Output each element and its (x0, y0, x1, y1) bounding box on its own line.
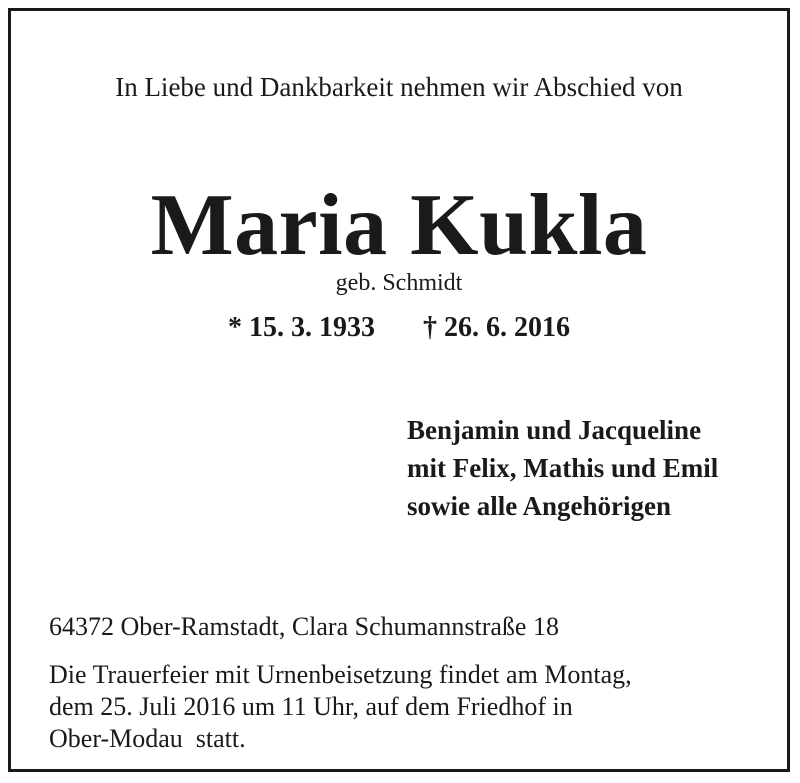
deceased-name: Maria Kukla (150, 177, 648, 274)
ceremony-info (49, 659, 632, 755)
maiden-name: geb. Schmidt (335, 270, 463, 296)
intro-line: In Liebe und Dankbarkeit nehmen wir Abschied von (115, 72, 683, 102)
ceremony-line: Die Trauerfeier mit Urnenbeisetzung findet am Montag, (49, 660, 632, 689)
mourners-block (407, 411, 718, 525)
birth-date: * 15. 3. 1933 (228, 312, 375, 343)
death-date: † 26. 6. 2016 (423, 312, 570, 343)
mourners-line: Benjamin und Jacqueline (407, 415, 702, 445)
ceremony-line: dem 25. Juli 2016 um 11 Uhr, auf dem Friedhof in (49, 692, 573, 721)
ceremony-line: Ober-Modau statt. (49, 724, 246, 753)
address-line: 64372 Ober-Ramstadt, Clara Schumannstraße 18 (49, 612, 559, 641)
mourners-line: mit Felix, Mathis und Emil (407, 453, 719, 483)
obituary-frame (8, 8, 790, 772)
mourners-line: sowie alle Angehörigen (407, 491, 671, 521)
life-dates (11, 311, 787, 345)
